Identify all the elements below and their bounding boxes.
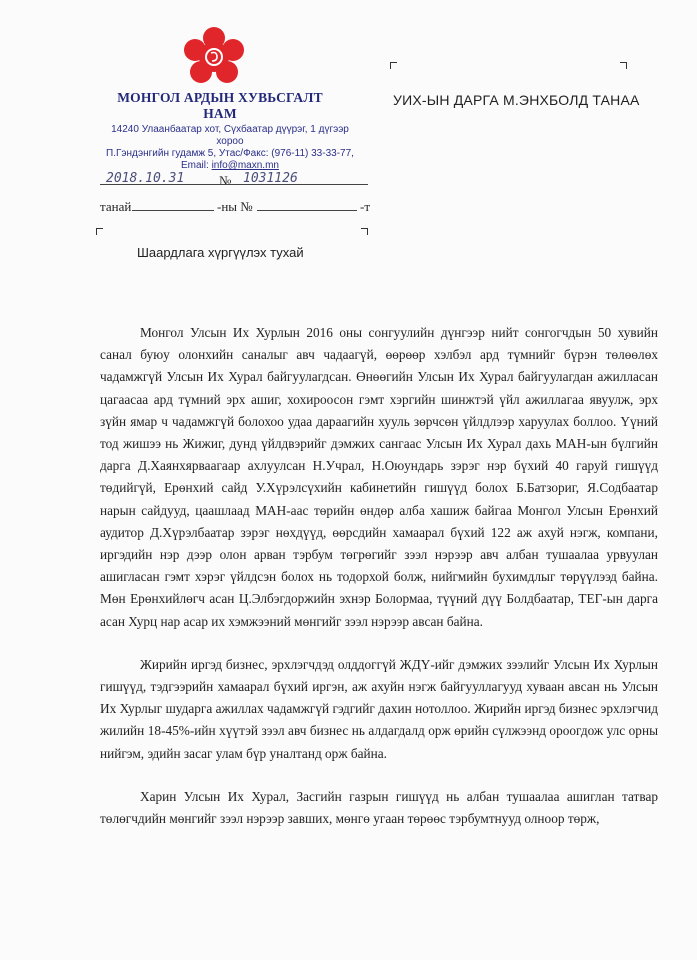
your-ref-label: танай bbox=[100, 199, 132, 214]
party-logo bbox=[181, 26, 247, 88]
org-address bbox=[100, 124, 360, 172]
email-link[interactable]: info@maxn.mn bbox=[211, 160, 279, 171]
your-ref-blank-1 bbox=[132, 210, 214, 211]
paragraph-1: Монгол Улсын Их Хурлын 2016 оны сонгуулийн дүнгээр нийт сонгогчдын 50 хувийн санал буюу олонхийн саналыг авч чадаагүй, өөрөөр хэлбэл ард түмнийг бүрэн төлөөлөх чадамжгүй Улсын Их Хурал байгуулагдсан. Өнөөгийн Улсын Их Хурал байгуулагдан ажилласан цагаасаа ард түмний эрх ашиг, хохироосон гэмт хэргийн шинжтэй үйл ажиллагаа явуулж, эрх зүйн ямар ч чадамжгүй болохоо удаа дараагийн хууль зөрчсөн үйлдлээр харуулах боллоо. Үүний тод жишээ нь Жижиг, дунд үйлдвэрийг дэмжих сангаас Улсын Их Хурал дахь МАН-ын бүлгийн дарга Д.Хаянхярваагаар ахлуулсан Н.Учрал, Н.Оюундарь зэрэг нэр бүхий 40 гаруй гишүүд төдийгүй, Ерөнхий сайд У.Хүрэлсүхийн кабинетийн гишүүд болох Б.Батзориг, Я.Содбаатар нарын сайдууд, цаашлаад МАН-аас төрийн өндөр алба хашиж байгаа Монгол Улсын Ерөнхий аудитор Д.Хүрэлбаатар зэрэг нөхдүүд, өөрсдийн хамаарал бүхий 122 аж ахуй нэгж, компани, иргэдийн нэр дээр олон арван тэрбум төгрөгийг зээл нэрээр авч албан тушаалаа урвуулан ашигласан гэмт хэрэг үйлдсэн болох нь тодорхой болж, нийгмийн бухимдлыг төрүүлээд байна. Мөн Ерөнхийлөгч асан Ц.Элбэгдоржийн эхнэр Болормаа, түүний дүү Болдбаатар, ТЕГ-ын дарга асан Хурц нар асар их хэмжээний мөнгийг зээл нэрээр авсан байна. bbox=[100, 325, 658, 629]
address-line-2: П.Гэндэнгийн гудамж 5, Утас/Факс: (976-11) 33-33-77, bbox=[106, 148, 354, 159]
org-name: МОНГОЛ АРДЫН ХУВЬСГАЛТ НАМ bbox=[117, 90, 323, 121]
number-label: № bbox=[219, 173, 232, 188]
your-ref-number-label: -ны № bbox=[217, 199, 253, 214]
handwritten-date: 2018.10.31 bbox=[106, 171, 185, 186]
paragraph-3: Харин Улсын Их Хурал, Засгийн газрын гишүүд нь албан тушаалаа ашиглан татвар төлөгчдийн мөнгийг зээл нэрээр завших, мөнгө угаан төрөөс тэрбумтнууд олноор төрж, bbox=[100, 788, 658, 827]
recipient: УИХ-ЫН ДАРГА М.ЭНХБОЛД ТАНАА bbox=[393, 92, 640, 108]
recipient-corner-right bbox=[620, 62, 627, 69]
recipient-corner-left bbox=[390, 62, 397, 69]
paragraph-2: Жирийн иргэд бизнес, эрхлэгчдэд олддоггүй ЖДҮ-ийг дэмжих зээлийг Улсын Их Хурлын гишүүд, тэдгээрийн хамаарал бүхий иргэн, аж ахуйн нэгж байгууллагууд хуваан авсан нь Улсын Их Хурлыг шударга ажиллах чадамжгүй гэдгийг дахин нотоллоо. Жирийн иргэд бизнес эрхлэгчид жилийн 18-45%-ийн хүүтэй зээл авч бизнес нь алдагдалд орж өрийн сүлжээнд ороогдож улс орны нийгэм, эдийн засаг улам бүр уналтанд орж байна. bbox=[100, 656, 658, 761]
subject: Шаардлага хүргүүлэх тухай bbox=[137, 245, 304, 260]
date-underline bbox=[100, 184, 368, 185]
email-label: Email: bbox=[181, 160, 209, 171]
address-line-1: 14240 Улаанбаатар хот, Сүхбаатар дүүрэг, 1 дүгээр хороо bbox=[111, 124, 349, 147]
subject-corner-right bbox=[361, 228, 368, 235]
subject-corner-left bbox=[96, 228, 103, 235]
your-ref-suffix: -т bbox=[360, 199, 371, 214]
your-ref-blank-2 bbox=[257, 210, 357, 211]
letter-body bbox=[100, 322, 658, 851]
handwritten-number: 1031126 bbox=[243, 171, 298, 186]
